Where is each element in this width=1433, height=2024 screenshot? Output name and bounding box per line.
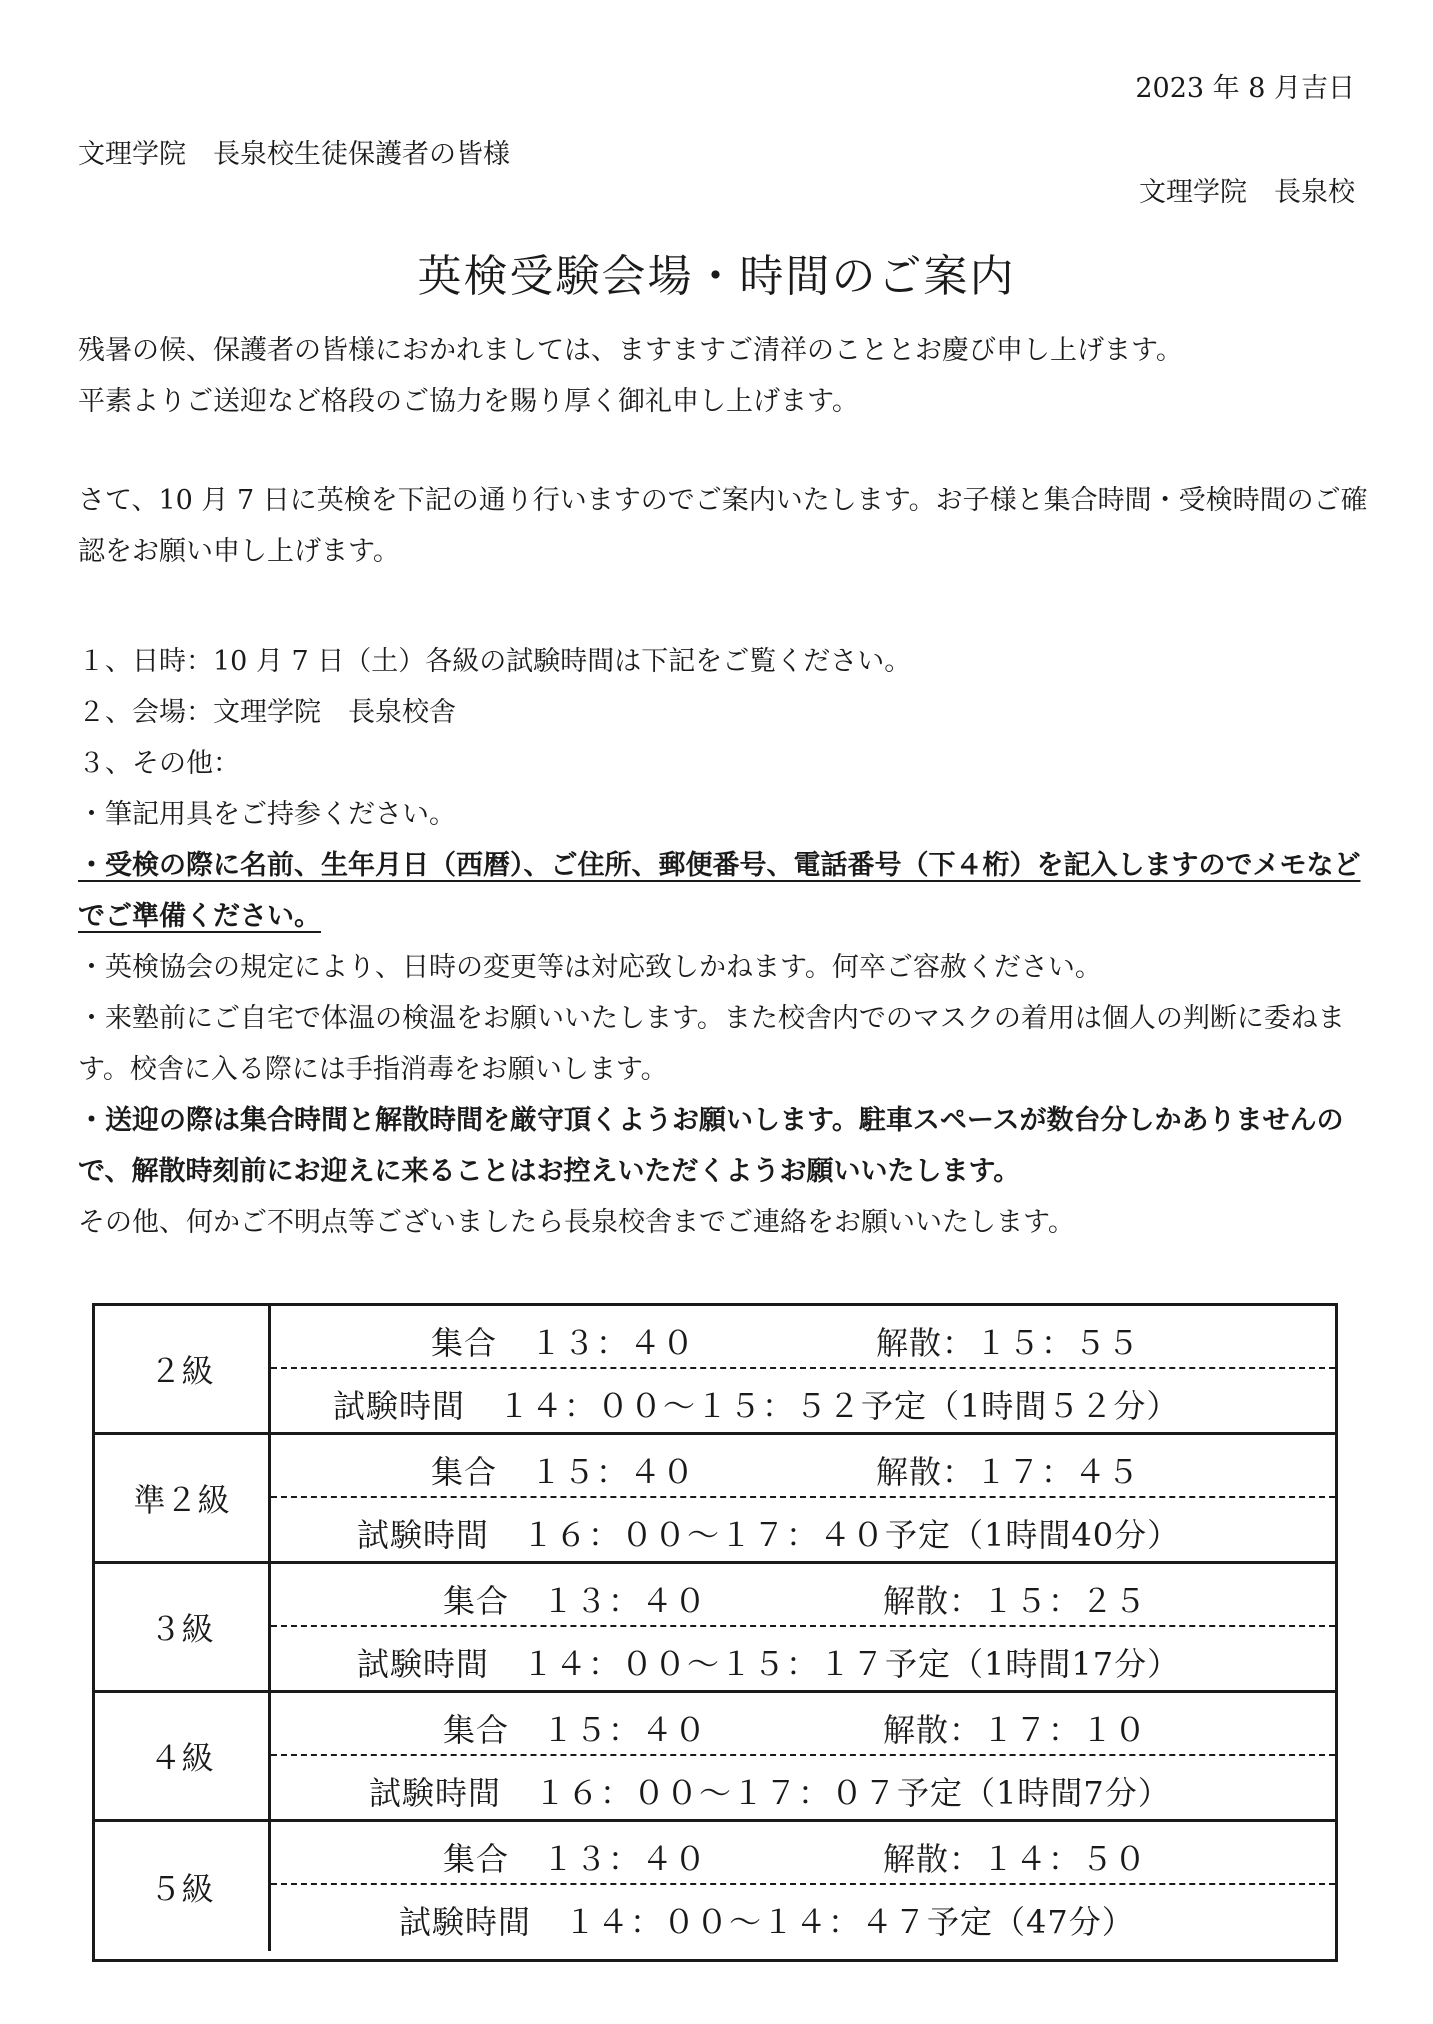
dismiss-time: 解散：１４：５０ <box>883 1840 1148 1878</box>
closing-line: その他、何かご不明点等ございましたら長泉校舎までご連絡をお願いいたします。 <box>78 1207 1075 1238</box>
exam-time: 試験時間 １６：００～１７：０７予定（1時間7分） <box>369 1774 1171 1812</box>
exam-line <box>271 1498 1335 1561</box>
bullet-pickup: ・送迎の際は集合時間と解散時間を厳守頂くようお願いします。駐車スペースが数台分しかありませんので、解散時刻前にお迎えに来ることはお控えいただくようお願いいたします。 <box>78 1105 1344 1187</box>
issue-date: 2023 年 8 月吉日 <box>1135 73 1355 104</box>
exam-line <box>271 1369 1335 1432</box>
grade-cell: ３級 <box>95 1564 271 1690</box>
exam-time: 試験時間 １６：００～１７：４０予定（1時間40分） <box>357 1516 1181 1554</box>
bullet-personal-info: ・受検の際に名前、生年月日（西暦）、ご住所、郵便番号、電話番号（下４桁）を記入しますのでメモなどでご準備ください。 <box>78 850 1361 932</box>
item-venue: ２、会場：文理学院 長泉校舎 <box>78 697 456 728</box>
table-row <box>95 1822 1335 1951</box>
sender-line: 文理学院 長泉校 <box>1139 177 1355 208</box>
table-row <box>95 1306 1335 1435</box>
gather-dismiss-line <box>271 1435 1335 1498</box>
gather-time: 集合 １５：４０ <box>443 1711 708 1749</box>
gather-dismiss-line <box>271 1822 1335 1885</box>
gather-time: 集合 １３：４０ <box>443 1582 708 1620</box>
bullet-health: ・来塾前にご自宅で体温の検温をお願いいたします。また校舎内でのマスクの着用は個人の判断に委ねます。校舎に入る際には手指消毒をお願いします。 <box>78 1003 1345 1085</box>
intro-line-2: 平素よりご送迎など格段のご協力を賜り厚く御礼申し上げます。 <box>78 386 859 417</box>
gather-dismiss-line <box>271 1564 1335 1627</box>
exam-line <box>271 1756 1335 1819</box>
exam-time: 試験時間 １４：００～１５：５２予定（1時間５２分） <box>333 1387 1180 1425</box>
grade-cell: 準２級 <box>95 1435 271 1561</box>
table-row <box>95 1564 1335 1693</box>
exam-time: 試験時間 １４：００～１４：４７予定（47分） <box>399 1903 1135 1941</box>
exam-line <box>271 1627 1335 1690</box>
notice-paragraph: さて、10 月 7 日に英検を下記の通り行いますのでご案内いたします。お子様と集合時間・受検時間のご確認をお願い申し上げます。 <box>78 485 1368 567</box>
gather-time: 集合 １３：４０ <box>431 1324 696 1362</box>
exam-time: 試験時間 １４：００～１５：１７予定（1時間17分） <box>357 1645 1181 1683</box>
dismiss-time: 解散：１５：２５ <box>883 1582 1148 1620</box>
dismiss-time: 解散：１７：１０ <box>883 1711 1148 1749</box>
exam-line <box>271 1885 1335 1948</box>
item-datetime: １、日時：10 月 7 日（土）各級の試験時間は下記をご覧ください。 <box>78 646 912 677</box>
intro-paragraph <box>78 325 1368 427</box>
gather-time: 集合 １５：４０ <box>431 1453 696 1491</box>
table-row <box>95 1693 1335 1822</box>
grade-cell: ２級 <box>95 1306 271 1432</box>
dismiss-time: 解散：１７：４５ <box>876 1453 1141 1491</box>
gather-time: 集合 １３：４０ <box>443 1840 708 1878</box>
grade-cell: ５級 <box>95 1822 271 1951</box>
recipient-line: 文理学院 長泉校生徒保護者の皆様 <box>78 139 510 170</box>
bullet-stationery: ・筆記用具をご持参ください。 <box>78 799 456 830</box>
dismiss-time: 解散：１５：５５ <box>876 1324 1141 1362</box>
gather-dismiss-line <box>271 1693 1335 1756</box>
intro-line-1: 残暑の候、保護者の皆様におかれましては、ますますご清祥のこととお慶び申し上げます。 <box>78 335 1183 366</box>
item-other: ３、その他： <box>78 748 240 779</box>
grade-cell: ４級 <box>95 1693 271 1819</box>
table-row <box>95 1435 1335 1564</box>
details-list <box>78 636 1368 1248</box>
bullet-schedule-change: ・英検協会の規定により、日時の変更等は対応致しかねます。何卒ご容赦ください。 <box>78 952 1102 983</box>
schedule-table <box>92 1303 1338 1962</box>
document-title: 英検受験会場・時間のご案内 <box>417 251 1016 302</box>
gather-dismiss-line <box>271 1306 1335 1369</box>
